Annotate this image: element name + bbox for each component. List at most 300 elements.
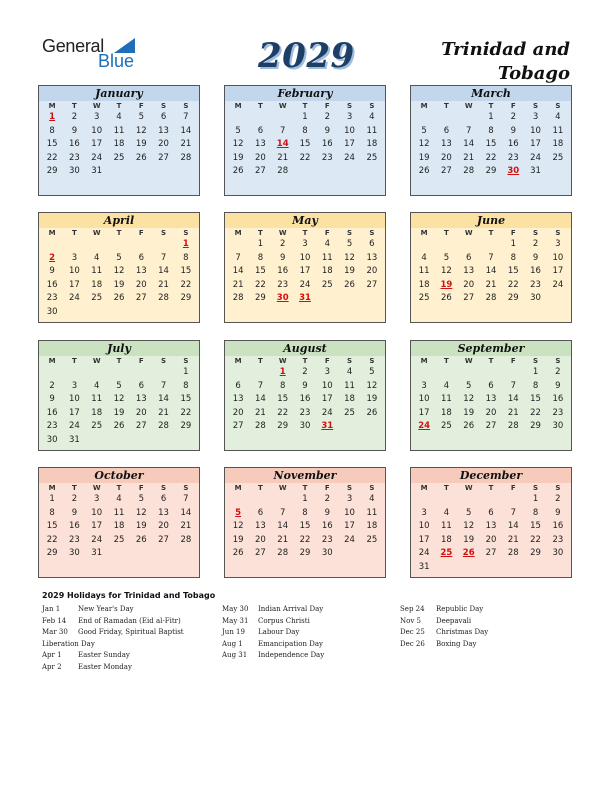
weekday-label: W bbox=[464, 229, 473, 237]
weekday-label: S bbox=[183, 357, 189, 365]
day-cell: 8 bbox=[257, 252, 264, 263]
day-cell: 24 bbox=[69, 293, 80, 304]
day-cell: 14 bbox=[507, 394, 519, 405]
day-cell: 5 bbox=[116, 252, 122, 263]
holiday-day-cell: 31 bbox=[321, 421, 334, 432]
empty-day-cell bbox=[86, 366, 108, 380]
day-cell: 16 bbox=[530, 266, 541, 277]
day-cell: 7 bbox=[257, 380, 264, 391]
day-cell: 2 bbox=[279, 239, 286, 249]
weekday-label: T bbox=[116, 102, 122, 110]
holiday-day-cell: 30 bbox=[276, 293, 289, 304]
weekday-label: S bbox=[183, 484, 189, 492]
day-cell: 16 bbox=[277, 266, 289, 277]
day-cell: 2 bbox=[532, 239, 539, 249]
empty-day-cell bbox=[227, 238, 249, 252]
day-cell: 19 bbox=[135, 521, 147, 532]
day-cell: 12 bbox=[232, 139, 244, 150]
empty-day-cell bbox=[130, 366, 152, 380]
day-cell: 21 bbox=[158, 279, 169, 290]
day-cell: 7 bbox=[488, 252, 494, 263]
weekday-label: W bbox=[92, 102, 101, 110]
day-cell: 23 bbox=[552, 407, 564, 418]
holiday-date: Mar 30 bbox=[42, 628, 68, 637]
empty-day-cell bbox=[63, 366, 85, 380]
day-cell: 14 bbox=[255, 394, 266, 405]
weekday-label: M bbox=[48, 484, 56, 492]
day-cell: 6 bbox=[160, 494, 167, 504]
empty-day-cell bbox=[480, 366, 502, 380]
day-cell: 11 bbox=[418, 266, 430, 277]
empty-day-cell bbox=[458, 366, 480, 380]
weekday-label: T bbox=[72, 102, 77, 110]
day-cell: 29 bbox=[255, 293, 266, 304]
day-cell: 27 bbox=[135, 421, 147, 432]
day-cell: 15 bbox=[46, 139, 58, 150]
day-cell: 20 bbox=[158, 139, 169, 150]
day-cell: 22 bbox=[299, 534, 311, 545]
day-cell: 17 bbox=[69, 407, 80, 418]
month-day-grid bbox=[225, 228, 385, 306]
day-cell: 23 bbox=[277, 279, 289, 290]
day-cell: 6 bbox=[160, 112, 167, 122]
day-cell: 6 bbox=[257, 125, 264, 136]
month-day-grid bbox=[39, 228, 199, 320]
holiday-item bbox=[222, 639, 392, 651]
day-cell: 5 bbox=[138, 494, 144, 504]
day-cell: 27 bbox=[485, 548, 497, 559]
weekday-label: S bbox=[347, 357, 353, 365]
weekday-label: M bbox=[48, 229, 56, 237]
day-cell: 17 bbox=[344, 521, 355, 532]
day-cell: 28 bbox=[507, 421, 519, 432]
day-cell: 9 bbox=[555, 507, 561, 518]
day-cell: 23 bbox=[321, 152, 333, 163]
day-cell: 24 bbox=[69, 421, 80, 432]
day-cell: 22 bbox=[530, 407, 541, 418]
month-february bbox=[224, 85, 386, 196]
weekday-label: T bbox=[116, 357, 122, 365]
day-cell: 12 bbox=[418, 139, 430, 150]
weekday-label: F bbox=[324, 229, 330, 237]
day-cell: 31 bbox=[530, 166, 541, 177]
empty-day-cell bbox=[458, 238, 480, 252]
day-cell: 25 bbox=[366, 152, 378, 163]
day-cell: 28 bbox=[180, 534, 192, 545]
weekday-label: M bbox=[234, 229, 242, 237]
weekday-label: M bbox=[420, 102, 428, 110]
empty-day-cell bbox=[435, 493, 457, 507]
day-cell: 22 bbox=[46, 152, 58, 163]
weekday-label: T bbox=[72, 229, 77, 237]
holiday-day-cell: 31 bbox=[299, 293, 311, 304]
holiday-day-cell: 24 bbox=[418, 421, 431, 432]
weekday-label: F bbox=[510, 229, 516, 237]
day-cell: 9 bbox=[279, 252, 286, 263]
day-cell: 28 bbox=[255, 421, 266, 432]
day-cell: 3 bbox=[555, 239, 561, 249]
weekday-label: F bbox=[510, 357, 516, 365]
day-cell: 10 bbox=[69, 266, 80, 277]
day-cell: 5 bbox=[116, 380, 122, 391]
month-october bbox=[38, 467, 200, 578]
holiday-name: Liberation Day bbox=[42, 639, 95, 648]
day-cell: 22 bbox=[485, 152, 497, 163]
weekday-label: T bbox=[302, 102, 308, 110]
day-cell: 15 bbox=[530, 394, 541, 405]
day-cell: 12 bbox=[463, 394, 475, 405]
weekday-label: T bbox=[444, 357, 449, 365]
day-cell: 28 bbox=[180, 152, 192, 163]
month-title: February bbox=[225, 86, 385, 101]
empty-day-cell bbox=[413, 238, 435, 252]
day-cell: 20 bbox=[255, 534, 266, 545]
day-cell: 22 bbox=[46, 534, 58, 545]
empty-day-cell bbox=[249, 111, 271, 125]
day-cell: 20 bbox=[441, 152, 452, 163]
holiday-name: Emancipation Day bbox=[258, 639, 323, 648]
day-cell: 28 bbox=[232, 293, 244, 304]
day-cell: 8 bbox=[488, 125, 494, 136]
day-cell: 13 bbox=[441, 139, 452, 150]
day-cell: 27 bbox=[255, 548, 266, 559]
day-cell: 13 bbox=[232, 394, 244, 405]
day-cell: 16 bbox=[46, 279, 58, 290]
day-cell: 10 bbox=[91, 507, 103, 518]
day-cell: 1 bbox=[532, 367, 539, 377]
month-june bbox=[410, 212, 572, 323]
day-cell: 24 bbox=[530, 152, 541, 163]
day-cell: 6 bbox=[488, 507, 494, 518]
day-cell: 27 bbox=[135, 293, 147, 304]
day-cell: 19 bbox=[113, 407, 125, 418]
holiday-item bbox=[222, 616, 392, 628]
day-cell: 27 bbox=[158, 534, 169, 545]
day-cell: 15 bbox=[530, 521, 541, 532]
day-cell: 20 bbox=[463, 279, 475, 290]
day-cell: 14 bbox=[180, 125, 192, 136]
day-cell: 2 bbox=[49, 380, 55, 391]
day-cell: 18 bbox=[321, 266, 333, 277]
weekday-label: F bbox=[324, 484, 330, 492]
month-title: August bbox=[225, 341, 385, 356]
day-cell: 23 bbox=[46, 421, 58, 432]
holiday-name: Republic Day bbox=[436, 605, 484, 613]
empty-day-cell bbox=[458, 111, 480, 125]
day-cell: 12 bbox=[135, 507, 147, 518]
empty-day-cell bbox=[227, 366, 249, 380]
weekday-label: F bbox=[138, 229, 144, 237]
day-cell: 24 bbox=[91, 534, 103, 545]
day-cell: 15 bbox=[485, 139, 497, 150]
holiday-day-cell: 5 bbox=[235, 507, 242, 518]
month-november bbox=[224, 467, 386, 578]
day-cell: 4 bbox=[116, 112, 122, 122]
month-day-grid bbox=[39, 483, 199, 561]
day-cell: 31 bbox=[91, 166, 103, 177]
day-cell: 29 bbox=[507, 293, 519, 304]
day-cell: 13 bbox=[158, 507, 169, 518]
day-cell: 2 bbox=[302, 367, 308, 377]
month-day-grid bbox=[39, 356, 199, 448]
day-cell: 14 bbox=[158, 394, 169, 405]
day-cell: 20 bbox=[255, 152, 266, 163]
day-cell: 25 bbox=[441, 421, 452, 432]
day-cell: 6 bbox=[465, 252, 472, 263]
day-cell: 25 bbox=[91, 293, 103, 304]
day-cell: 29 bbox=[46, 548, 58, 559]
weekday-label: M bbox=[234, 102, 242, 110]
empty-day-cell bbox=[41, 366, 63, 380]
day-cell: 25 bbox=[321, 279, 333, 290]
holidays-column bbox=[222, 604, 392, 662]
day-cell: 15 bbox=[299, 521, 311, 532]
day-cell: 2 bbox=[324, 494, 330, 504]
day-cell: 30 bbox=[46, 306, 58, 317]
day-cell: 10 bbox=[321, 380, 333, 391]
weekday-label: T bbox=[444, 229, 449, 237]
logo-word-general: General bbox=[42, 36, 104, 56]
day-cell: 9 bbox=[555, 380, 561, 391]
day-cell: 4 bbox=[555, 112, 561, 122]
day-cell: 25 bbox=[113, 152, 125, 163]
weekday-label: T bbox=[258, 357, 263, 365]
day-cell: 18 bbox=[91, 407, 103, 418]
holidays-column bbox=[42, 604, 212, 674]
day-cell: 2 bbox=[510, 112, 516, 122]
weekday-label: M bbox=[420, 229, 428, 237]
day-cell: 21 bbox=[277, 152, 289, 163]
day-cell: 1 bbox=[257, 239, 264, 249]
day-cell: 24 bbox=[91, 152, 103, 163]
day-cell: 7 bbox=[160, 380, 167, 391]
day-cell: 30 bbox=[299, 421, 311, 432]
day-cell: 24 bbox=[344, 534, 355, 545]
day-cell: 16 bbox=[299, 394, 311, 405]
day-cell: 11 bbox=[91, 394, 103, 405]
day-cell: 27 bbox=[463, 293, 475, 304]
day-cell: 12 bbox=[232, 521, 244, 532]
day-cell: 18 bbox=[113, 521, 125, 532]
month-title: April bbox=[39, 213, 199, 228]
day-cell: 31 bbox=[69, 434, 80, 445]
day-cell: 27 bbox=[485, 421, 497, 432]
day-cell: 3 bbox=[324, 367, 330, 377]
weekday-label: S bbox=[533, 484, 539, 492]
month-december bbox=[410, 467, 572, 578]
day-cell: 16 bbox=[69, 521, 80, 532]
day-cell: 11 bbox=[366, 507, 378, 518]
empty-day-cell bbox=[502, 493, 524, 507]
day-cell: 19 bbox=[344, 266, 355, 277]
weekday-label: T bbox=[302, 229, 308, 237]
day-cell: 18 bbox=[113, 139, 125, 150]
weekday-label: M bbox=[234, 357, 242, 365]
day-cell: 10 bbox=[530, 125, 541, 136]
day-cell: 4 bbox=[443, 380, 450, 391]
day-cell: 4 bbox=[369, 494, 375, 504]
day-cell: 4 bbox=[93, 252, 100, 263]
holiday-day-cell: 14 bbox=[276, 139, 289, 150]
day-cell: 12 bbox=[344, 252, 355, 263]
day-cell: 21 bbox=[485, 279, 497, 290]
day-cell: 13 bbox=[255, 139, 266, 150]
weekday-label: T bbox=[488, 357, 494, 365]
month-day-grid bbox=[39, 101, 199, 179]
empty-day-cell bbox=[435, 366, 457, 380]
day-cell: 26 bbox=[113, 293, 125, 304]
day-cell: 29 bbox=[530, 548, 541, 559]
weekday-label: S bbox=[347, 484, 353, 492]
month-august bbox=[224, 340, 386, 451]
weekday-label: M bbox=[48, 102, 56, 110]
day-cell: 3 bbox=[421, 507, 427, 518]
day-cell: 15 bbox=[507, 266, 519, 277]
empty-day-cell bbox=[152, 366, 174, 380]
day-cell: 7 bbox=[235, 252, 241, 263]
day-cell: 22 bbox=[255, 279, 266, 290]
logo-word-blue: Blue bbox=[98, 51, 135, 71]
holiday-day-cell: 1 bbox=[49, 112, 56, 122]
day-cell: 31 bbox=[418, 561, 430, 572]
day-cell: 23 bbox=[299, 407, 311, 418]
day-cell: 23 bbox=[69, 534, 80, 545]
day-cell: 30 bbox=[321, 548, 333, 559]
weekday-label: W bbox=[464, 484, 473, 492]
day-cell: 30 bbox=[69, 166, 80, 177]
day-cell: 8 bbox=[302, 507, 308, 518]
day-cell: 18 bbox=[91, 279, 103, 290]
holiday-date: Apr 2 bbox=[42, 662, 62, 671]
holiday-item bbox=[42, 604, 212, 616]
day-cell: 28 bbox=[158, 293, 169, 304]
day-cell: 23 bbox=[552, 534, 564, 545]
brand-logo bbox=[42, 36, 142, 72]
day-cell: 4 bbox=[346, 367, 353, 377]
day-cell: 26 bbox=[441, 293, 452, 304]
day-cell: 30 bbox=[530, 293, 541, 304]
day-cell: 19 bbox=[232, 534, 244, 545]
holiday-item bbox=[42, 662, 212, 674]
day-cell: 20 bbox=[232, 407, 244, 418]
weekday-label: S bbox=[369, 357, 375, 365]
holiday-date: Dec 25 bbox=[400, 628, 425, 637]
day-cell: 20 bbox=[485, 534, 497, 545]
day-cell: 21 bbox=[507, 407, 519, 418]
day-cell: 11 bbox=[366, 125, 378, 136]
day-cell: 25 bbox=[366, 534, 378, 545]
day-cell: 25 bbox=[552, 152, 564, 163]
day-cell: 22 bbox=[180, 279, 192, 290]
weekday-label: S bbox=[555, 484, 561, 492]
weekday-label: F bbox=[138, 484, 144, 492]
day-cell: 9 bbox=[324, 507, 330, 518]
day-cell: 29 bbox=[485, 166, 497, 177]
day-cell: 10 bbox=[344, 507, 355, 518]
day-cell: 16 bbox=[507, 139, 519, 150]
day-cell: 20 bbox=[366, 266, 378, 277]
day-cell: 11 bbox=[113, 507, 125, 518]
day-cell: 14 bbox=[463, 139, 475, 150]
weekday-label: T bbox=[258, 229, 263, 237]
month-april bbox=[38, 212, 200, 323]
month-title: March bbox=[411, 86, 571, 101]
weekday-label: S bbox=[347, 102, 353, 110]
day-cell: 17 bbox=[552, 266, 564, 277]
day-cell: 15 bbox=[180, 394, 192, 405]
month-title: December bbox=[411, 468, 571, 483]
empty-day-cell bbox=[272, 493, 294, 507]
day-cell: 29 bbox=[180, 293, 192, 304]
weekday-label: W bbox=[278, 484, 287, 492]
day-cell: 10 bbox=[344, 125, 355, 136]
day-cell: 23 bbox=[321, 534, 333, 545]
day-cell: 2 bbox=[555, 367, 561, 377]
day-cell: 12 bbox=[366, 380, 378, 391]
day-cell: 9 bbox=[324, 125, 330, 136]
day-cell: 30 bbox=[552, 421, 564, 432]
day-cell: 26 bbox=[366, 407, 378, 418]
day-cell: 4 bbox=[93, 380, 100, 391]
holiday-item bbox=[400, 604, 570, 616]
day-cell: 11 bbox=[321, 252, 333, 263]
day-cell: 3 bbox=[93, 494, 100, 504]
day-cell: 22 bbox=[299, 152, 311, 163]
holiday-day-cell: 2 bbox=[49, 252, 56, 263]
holiday-date: Jan 1 bbox=[42, 605, 61, 613]
day-cell: 19 bbox=[463, 534, 475, 545]
day-cell: 6 bbox=[443, 125, 450, 136]
day-cell: 19 bbox=[113, 279, 125, 290]
day-cell: 7 bbox=[160, 252, 167, 263]
day-cell: 21 bbox=[277, 534, 289, 545]
day-cell: 5 bbox=[235, 125, 241, 136]
day-cell: 3 bbox=[71, 380, 78, 391]
weekday-label: F bbox=[510, 484, 516, 492]
weekday-label: M bbox=[48, 357, 56, 365]
weekday-label: S bbox=[183, 229, 189, 237]
weekday-label: F bbox=[510, 102, 516, 110]
day-cell: 24 bbox=[321, 407, 333, 418]
day-cell: 8 bbox=[532, 380, 539, 391]
holiday-name: Easter Sunday bbox=[78, 651, 130, 660]
day-cell: 27 bbox=[366, 279, 378, 290]
day-cell: 8 bbox=[532, 507, 539, 518]
weekday-label: S bbox=[533, 102, 539, 110]
month-january bbox=[38, 85, 200, 196]
weekday-label: T bbox=[72, 484, 77, 492]
day-cell: 20 bbox=[135, 279, 147, 290]
holiday-day-cell: 25 bbox=[440, 548, 453, 559]
day-cell: 26 bbox=[344, 279, 355, 290]
day-cell: 15 bbox=[180, 266, 192, 277]
empty-day-cell bbox=[152, 238, 174, 252]
day-cell: 25 bbox=[91, 421, 103, 432]
day-cell: 22 bbox=[530, 534, 541, 545]
day-cell: 1 bbox=[510, 239, 516, 249]
month-day-grid bbox=[225, 356, 385, 434]
weekday-label: T bbox=[72, 357, 77, 365]
country-name: Trinidad and Tobago bbox=[441, 39, 570, 84]
weekday-label: W bbox=[92, 484, 101, 492]
day-cell: 14 bbox=[277, 521, 289, 532]
day-cell: 7 bbox=[510, 380, 516, 391]
day-cell: 9 bbox=[49, 394, 55, 405]
day-cell: 14 bbox=[158, 266, 169, 277]
weekday-label: F bbox=[324, 357, 330, 365]
day-cell: 8 bbox=[49, 125, 55, 136]
day-cell: 29 bbox=[530, 421, 541, 432]
